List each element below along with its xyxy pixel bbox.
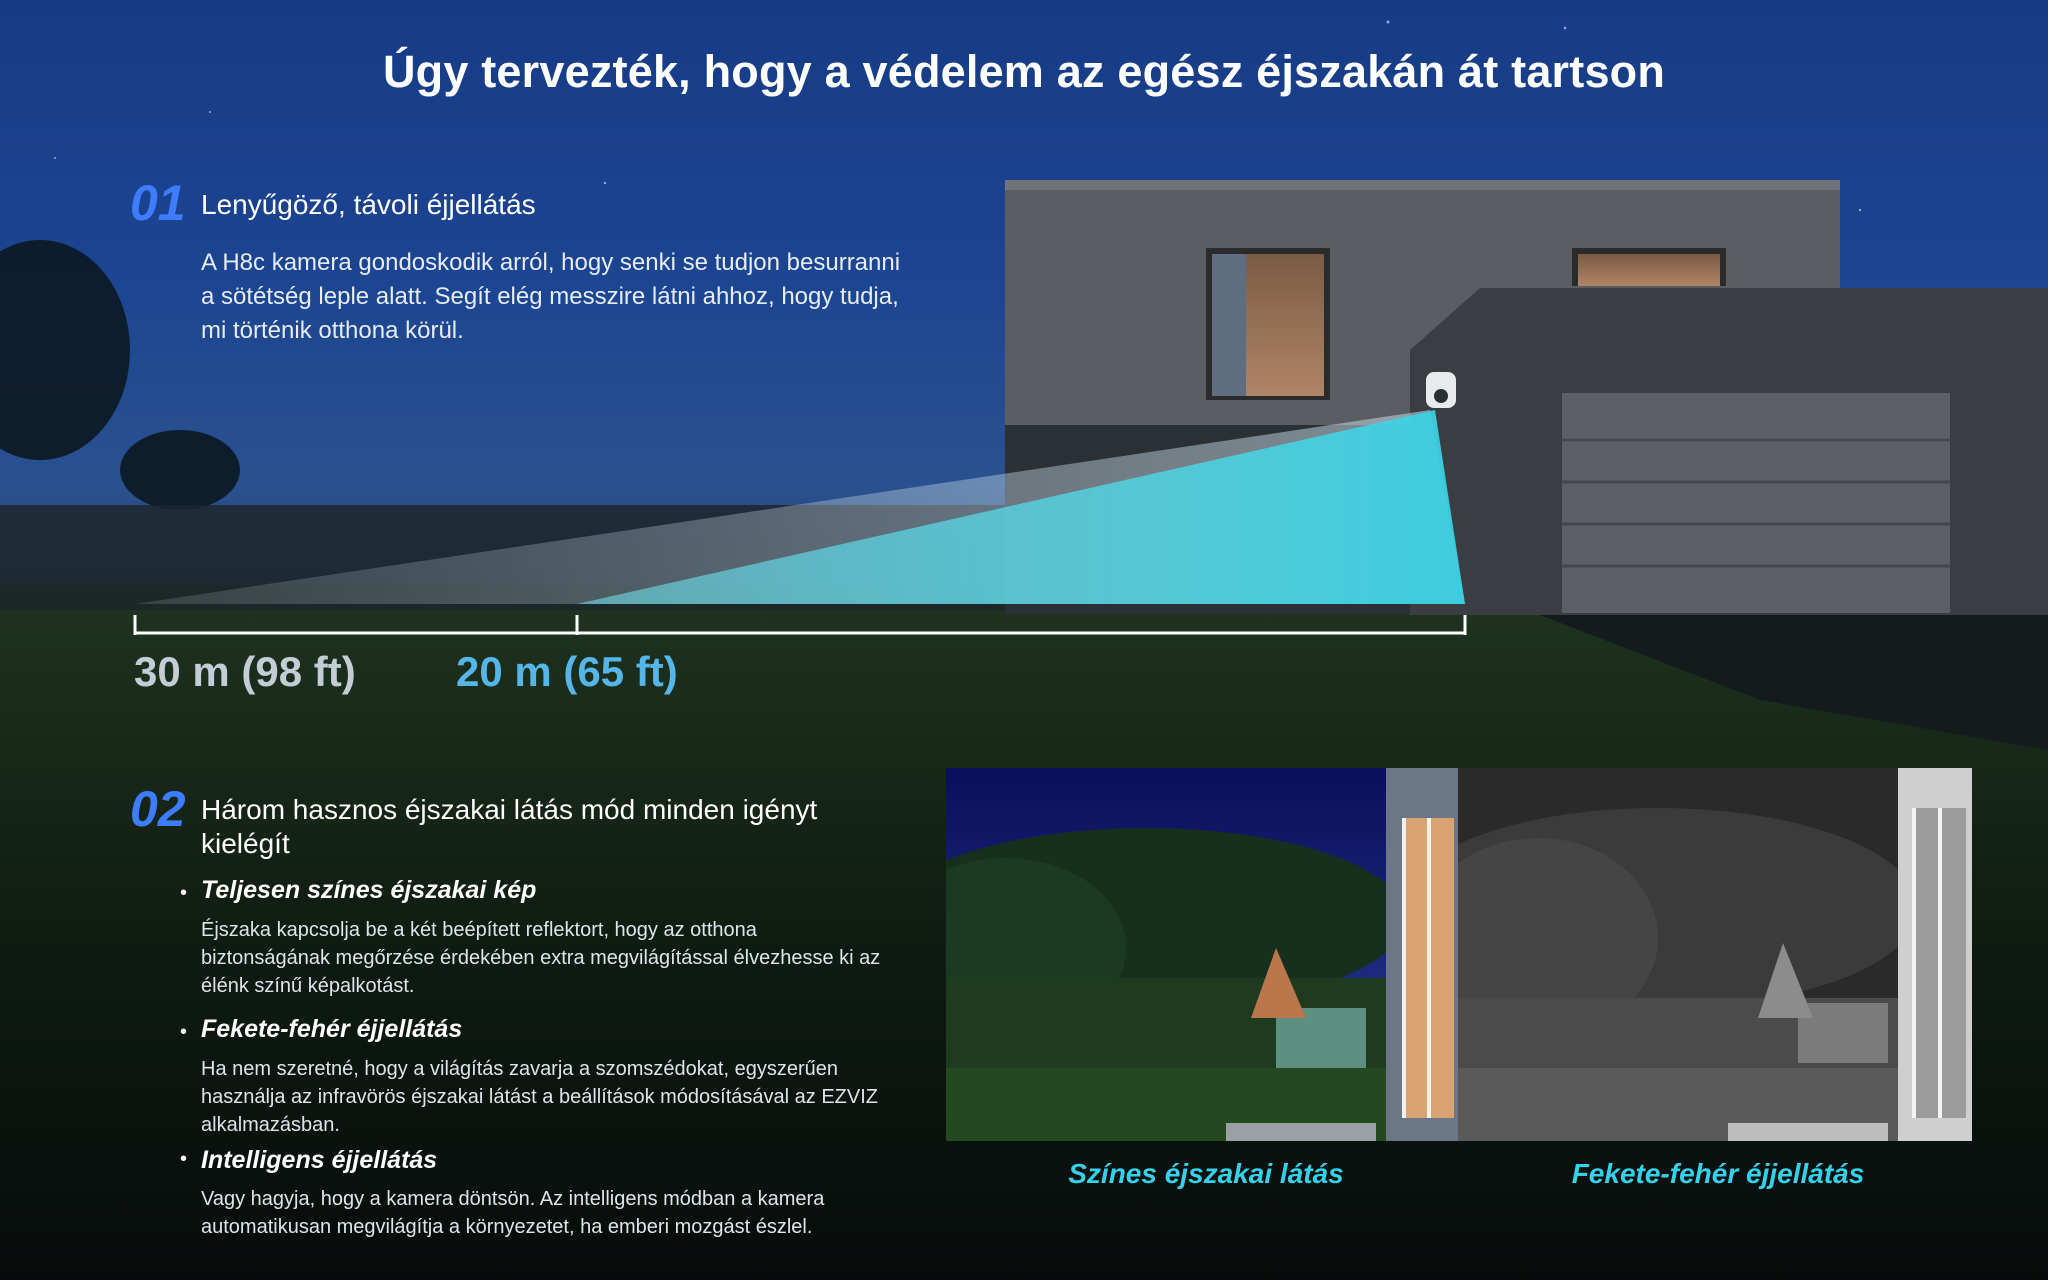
section-number-02: 02 xyxy=(130,781,186,837)
camera-icon xyxy=(1426,372,1456,408)
bullet-dot: • xyxy=(180,1021,188,1043)
bullet-text-color: Éjszaka kapcsolja be a két beépített reflektort, hogy az otthona biztonságának megőrzése érdekében extra megvilágítással élvezhesse ki az élénk színű képalkotást. xyxy=(201,919,881,997)
caption-color-night: Színes éjszakai látás xyxy=(1068,1158,1344,1189)
range-label-near: 20 m (65 ft) xyxy=(456,648,678,695)
bullet-text-smart: Vagy hagyja, hogy a kamera döntsön. Az intelligens módban a kamera automatikusan megvilágítja a környezetet, ha emberi mozgást észlel. xyxy=(201,1188,825,1238)
bw-night-image xyxy=(1458,768,1972,1141)
range-label-far: 30 m (98 ft) xyxy=(134,648,356,695)
section-heading-01: Lenyűgöző, távoli éjjellátás xyxy=(201,189,536,220)
caption-bw-night: Fekete-fehér éjjellátás xyxy=(1571,1158,1865,1189)
bullet-title-smart: Intelligens éjjellátás xyxy=(201,1146,438,1174)
page-title: Úgy tervezték, hogy a védelem az egész éjszakán át tartson xyxy=(382,46,1666,97)
bullet-title-bw: Fekete-fehér éjjellátás xyxy=(201,1015,463,1043)
section-text-01: A H8c kamera gondoskodik arról, hogy senki se tudjon besurranni a sötétség leple alatt. Segít elég messzire látni ahhoz, hogy tudja, mi történik otthona körül. xyxy=(201,249,901,344)
bullet-dot: • xyxy=(180,1148,188,1170)
section-number-01: 01 xyxy=(130,175,186,231)
bullet-text-bw: Ha nem szeretné, hogy a világítás zavarja a szomszédokat, egyszerűen használja az infravörös éjszakai látást a beállítások módosításával az EZVIZ alkalmazásban. xyxy=(201,1058,878,1136)
bullet-dot: • xyxy=(180,882,188,904)
section-heading-02: Három hasznos éjszakai látás mód minden igényt kielégít xyxy=(201,794,818,859)
color-night-image xyxy=(946,768,1458,1141)
bullet-title-color: Teljesen színes éjszakai kép xyxy=(201,876,537,904)
